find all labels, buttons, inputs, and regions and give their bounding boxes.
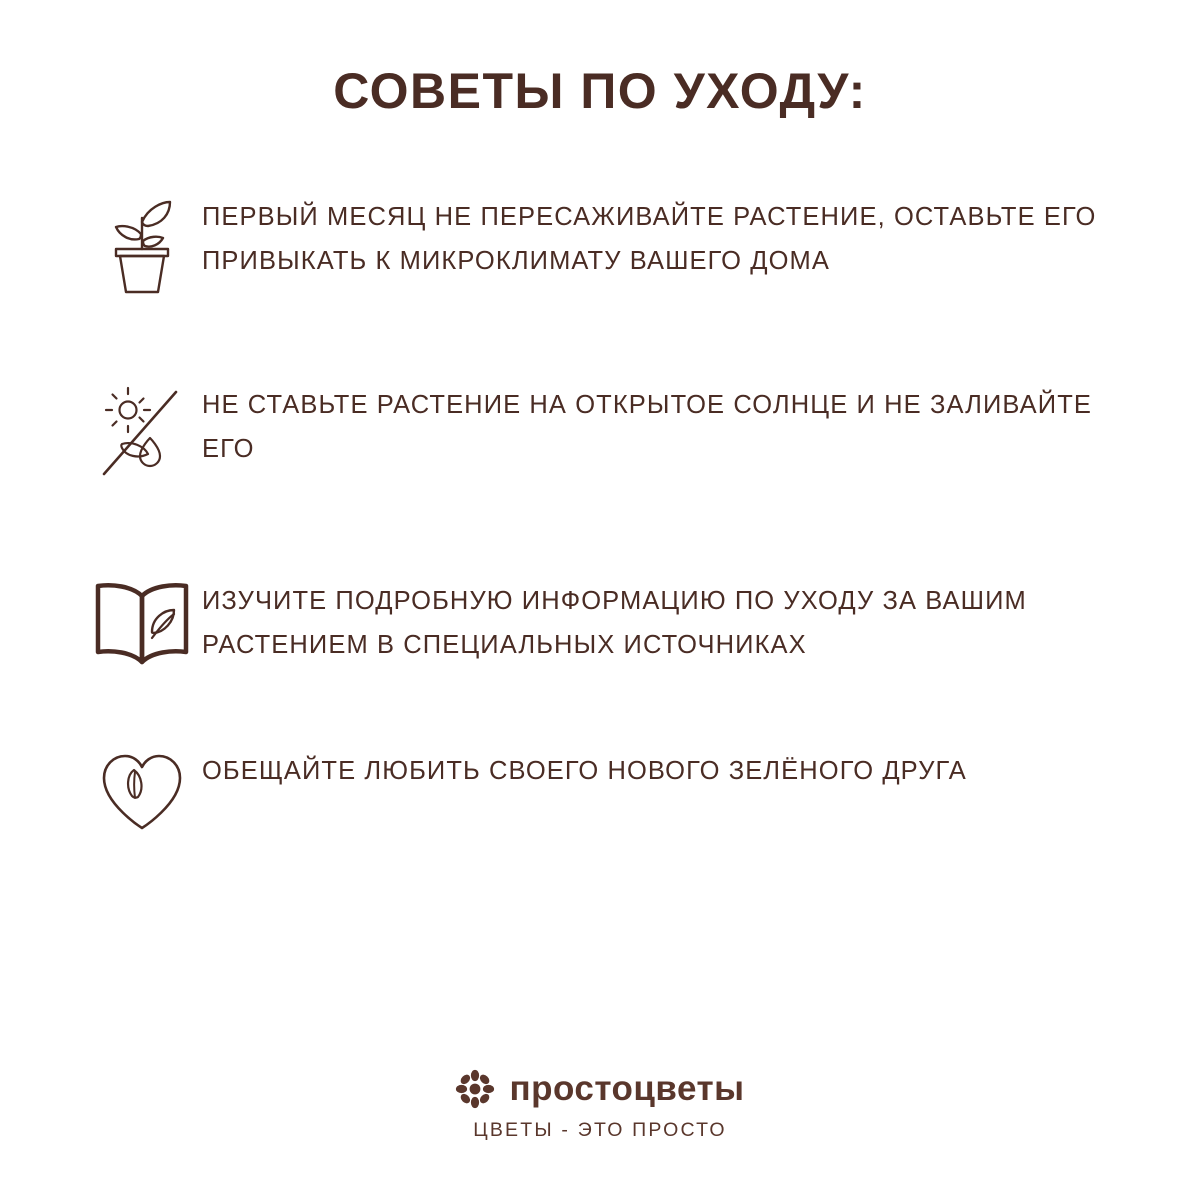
- list-item-label: НЕ СТАВЬТЕ РАСТЕНИЕ НА ОТКРЫТОЕ СОЛНЦЕ И НЕ ЗАЛИВАЙТЕ ЕГО: [202, 391, 1092, 463]
- list-item: [82, 192, 1140, 302]
- flower-logo-icon: [455, 1069, 495, 1109]
- brand-tagline: ЦВЕТЫ - ЭТО ПРОСТО: [473, 1119, 727, 1141]
- list-item-label: ПЕРВЫЙ МЕСЯЦ НЕ ПЕРЕСАЖИВАЙТЕ РАСТЕНИЕ, ОСТАВЬТЕ ЕГО ПРИВЫКАТЬ К МИКРОКЛИМАТУ ВАШЕГО ДОМА: [202, 203, 1097, 275]
- list-item-label: ИЗУЧИТЕ ПОДРОБНУЮ ИНФОРМАЦИЮ ПО УХОДУ ЗА ВАШИМ РАСТЕНИЕМ В СПЕЦИАЛЬНЫХ ИСТОЧНИКАХ: [202, 587, 1027, 659]
- tips-list: [0, 192, 1200, 856]
- footer: [0, 1069, 1200, 1142]
- list-item: [82, 380, 1140, 490]
- heart-leaf-icon: [82, 746, 202, 856]
- list-item-label: ОБЕЩАЙТЕ ЛЮБИТЬ СВОЕГО НОВОГО ЗЕЛЁНОГО ДРУГА: [202, 757, 967, 785]
- potted-plant-icon: [82, 192, 202, 302]
- brand-logo: [0, 1069, 1200, 1109]
- no-direct-sun-icon: [82, 380, 202, 490]
- list-item: [82, 576, 1140, 686]
- page-title: СОВЕТЫ ПО УХОДУ:: [333, 63, 867, 119]
- open-book-icon: [82, 576, 202, 686]
- list-item: [82, 746, 1140, 856]
- brand-name: простоцветы: [509, 1069, 745, 1108]
